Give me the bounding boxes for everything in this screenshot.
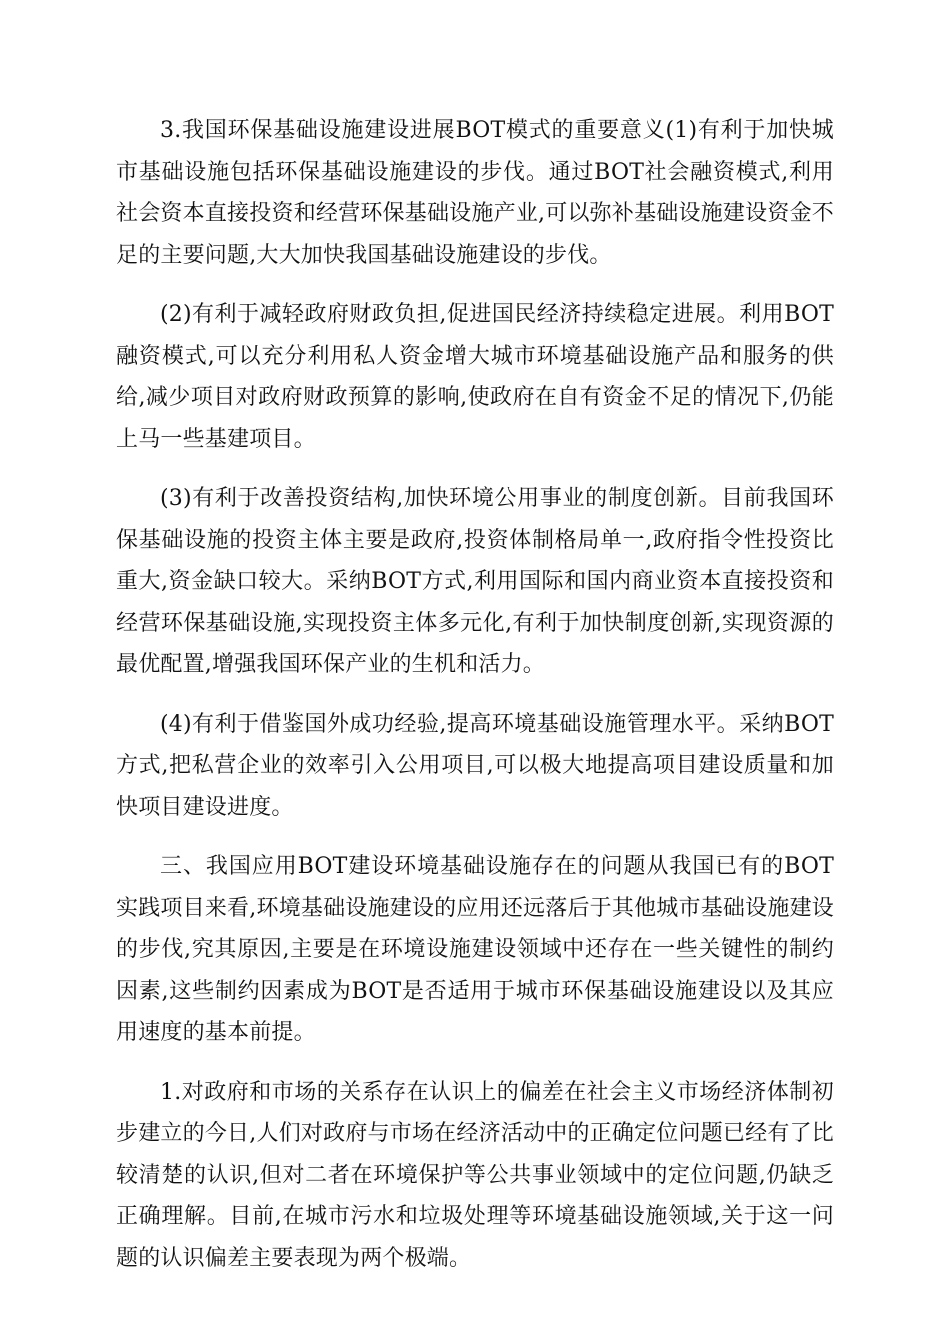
paragraph-bot-significance-3: (3)有利于改善投资结构,加快环境公用事业的制度创新。目前我国环保基础设施的投资主体主要是政府,投资体制格局单一,政府指令性投资比重大,资金缺口较大。采纳BOT方式,利用国际和国内商业资本直接投资和经营环保基础设施,实现投资主体多元化,有利于加快制度创新,实现资源的最优配置,增强我国环保产业的生机和活力。 (116, 486, 834, 677)
paragraph-bot-significance-4: (4)有利于借鉴国外成功经验,提高环境基础设施管理水平。采纳BOT方式,把私营企业的效率引入公用项目,可以极大地提高项目建设质量和加快项目建设进度。 (116, 711, 834, 820)
paragraph-bot-significance-2: (2)有利于减轻政府财政负担,促进国民经济持续稳定进展。利用BOT融资模式,可以充分利用私人资金增大城市环境基础设施产品和服务的供给,减少项目对政府财政预算的影响,使政府在自有资金不足的情况下,仍能上马一些基建项目。 (116, 302, 834, 452)
document-body (116, 110, 834, 1297)
paragraph-government-market: 1.对政府和市场的关系存在认识上的偏差在社会主义市场经济体制初步建立的今日,人们对政府与市场在经济活动中的正确定位问题已经有了比较清楚的认识,但对二者在环境保护等公共事业领域中的定位问题,仍缺乏正确理解。目前,在城市污水和垃圾处理等环境基础设施领域,关于这一问题的认识偏差主要表现为两个极端。 (116, 1079, 834, 1271)
paragraph-bot-significance-1: 3.我国环保基础设施建设进展BOT模式的重要意义(1)有利于加快城市基础设施包括环保基础设施建设的步伐。通过BOT社会融资模式,利用社会资本直接投资和经营环保基础设施产业,可以弥补基础设施建设资金不足的主要问题,大大加快我国基础设施建设的步伐。 (116, 118, 834, 268)
paragraph-section-three-problems: 三、我国应用BOT建设环境基础设施存在的问题从我国已有的BOT实践项目来看,环境基础设施建设的应用还远落后于其他城市基础设施建设的步伐,究其原因,主要是在环境设施建设领域中还存在一些关键性的制约因素,这些制约因素成为BOT是否适用于城市环保基础设施建设以及其应用速度的基本前提。 (116, 854, 834, 1045)
